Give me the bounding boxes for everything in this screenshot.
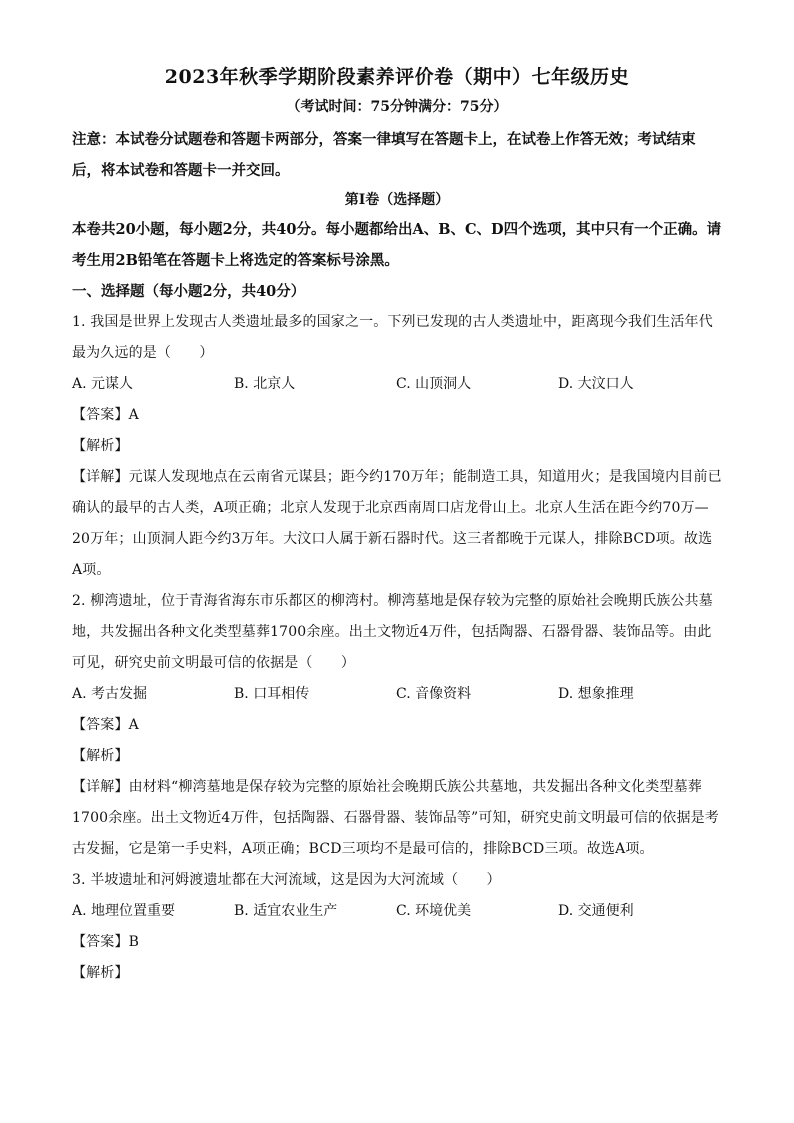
question-stem: 1. 我国是世界上发现古人类遗址最多的国家之一。下列已发现的古人类遗址中，距离现今我们生活年代最为久远的是（ ） <box>72 314 713 361</box>
part-instructions: 本卷共20小题，每小题2分，共40分。每小题都给出A、B、C、D四个选项，其中只有一个正确。请考生用2B铅笔在答题卡上将选定的答案标号涂黑。 <box>72 221 722 269</box>
analysis-label: 【解析】 <box>72 748 129 764</box>
question-options <box>72 896 722 927</box>
option-d: D. 交通便利 <box>558 903 634 919</box>
answer-line: 【答案】B <box>72 934 140 950</box>
option-c: C. 环境优美 <box>396 903 472 919</box>
option-b: B. 口耳相传 <box>234 686 310 702</box>
option-d: D. 大汶口人 <box>558 376 634 392</box>
answer-line: 【答案】A <box>72 717 139 733</box>
option-c: C. 山顶洞人 <box>396 376 472 392</box>
question-2 <box>72 586 722 865</box>
exam-time-subtitle: （考试时间：75分钟满分：75分） <box>286 99 508 115</box>
answer-line: 【答案】A <box>72 407 139 423</box>
option-a: A. 地理位置重要 <box>72 903 176 919</box>
document-page <box>72 62 722 989</box>
section-heading: 一、选择题（每小题2分，共40分） <box>72 283 306 300</box>
question-options <box>72 679 722 710</box>
question-options <box>72 369 722 400</box>
option-d: D. 想象推理 <box>558 686 634 702</box>
option-c: C. 音像资料 <box>396 686 472 702</box>
detail-explanation: 【详解】元谋人发现地点在云南省元谋县；距今约170万年；能制造工具，知道用火；是我国境内目前已确认的最早的古人类，A项正确；北京人发现于北京西南周口店龙骨山上。北京人生活在距今约70万—20万年；山顶洞人距今约3万年。大汶口人属于新石器时代。这三者都晚于元谋人，排除BCD项。故选A项。 <box>72 469 722 578</box>
question-stem: 2. 柳湾遗址，位于青海省海东市乐都区的柳湾村。柳湾墓地是保存较为完整的原始社会晚期氏族公共墓地，共发掘出各种文化类型墓葬1700余座。出土文物近4万件，包括陶器、石器骨器、装饰品等。由此可见，研究史前文明最可信的依据是（ ） <box>72 593 713 671</box>
part-title: 第Ⅰ卷（选择题） <box>344 192 450 208</box>
question-1 <box>72 307 722 586</box>
notice-text: 注意：本试卷分试题卷和答题卡两部分，答案一律填写在答题卡上，在试卷上作答无效；考试结束后，将本试卷和答题卡一并交回。 <box>72 131 696 179</box>
question-3 <box>72 865 722 989</box>
analysis-label: 【解析】 <box>72 965 129 981</box>
option-a: A. 考古发掘 <box>72 686 148 702</box>
option-b: B. 北京人 <box>234 376 296 392</box>
question-stem: 3. 半坡遗址和河姆渡遗址都在大河流域，这是因为大河流域（ ） <box>72 872 501 888</box>
page-title: 2023年秋季学期阶段素养评价卷（期中）七年级历史 <box>164 66 630 88</box>
analysis-label: 【解析】 <box>72 438 129 454</box>
detail-explanation: 【详解】由材料“柳湾墓地是保存较为完整的原始社会晚期氏族公共墓地，共发掘出各种文化类型墓葬1700余座。出土文物近4万件，包括陶器、石器骨器、装饰品等”可知，研究史前文明最可信的依据是考古发掘，它是第一手史料，A项正确；BCD三项均不是最可信的，排除BCD三项。故选A项。 <box>72 779 719 857</box>
option-a: A. 元谋人 <box>72 376 134 392</box>
option-b: B. 适宜农业生产 <box>234 903 338 919</box>
